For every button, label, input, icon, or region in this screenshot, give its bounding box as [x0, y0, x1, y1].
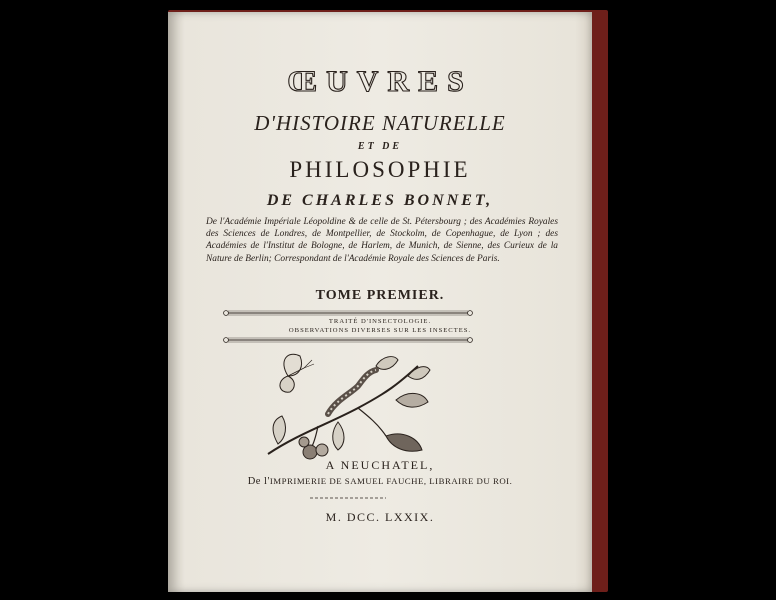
imprint-printer-prefix: De l' — [247, 476, 270, 487]
imprint-place: A NEUCHATEL, — [325, 458, 435, 472]
subtitle-observations: OBSERVATIONS DIVERSES SUR LES INSECTES. — [288, 327, 472, 334]
ornamental-rule-bottom — [222, 337, 474, 343]
subtitle-traite: TRAITÉ D'INSECTOLOGIE. — [328, 318, 432, 325]
small-ornamental-rule — [308, 496, 388, 500]
imprint-printer — [168, 476, 592, 487]
title-et-de: ET DE — [357, 141, 403, 152]
title-page — [168, 12, 592, 592]
volume-label: TOME PREMIER. — [315, 288, 445, 303]
butterfly-caterpillar-branch-illustration — [258, 346, 434, 464]
title-histoire-naturelle: D'HISTOIRE NATURELLE — [254, 111, 506, 135]
author-line: DE CHARLES BONNET, — [266, 192, 494, 209]
imprint-printer-name: IMPRIMERIE DE SAMUEL FAUCHE, LIBRAIRE DU ROI. — [269, 476, 513, 486]
publication-year: M. DCC. LXXIX. — [325, 510, 435, 524]
affiliations-paragraph: De l'Académie Impériale Léopoldine & de celle de St. Pétersbourg ; des Académies Royales des Sciences de Londres, de Montpellier, de Stockolm, de Copenhague, de Lyon ; des Académies de l'Institut de Bologne, de Harlem, de Munich, de Sienne, des Curieux de la Nature de Berlin; Correspondant de l'Académie Royale des Sciences de Paris. — [206, 217, 558, 264]
title-philosophie: PHILOSOPHIE — [289, 157, 471, 182]
title-oeuvres: ŒUVRES — [287, 65, 473, 98]
ornamental-rule-top — [222, 310, 474, 316]
